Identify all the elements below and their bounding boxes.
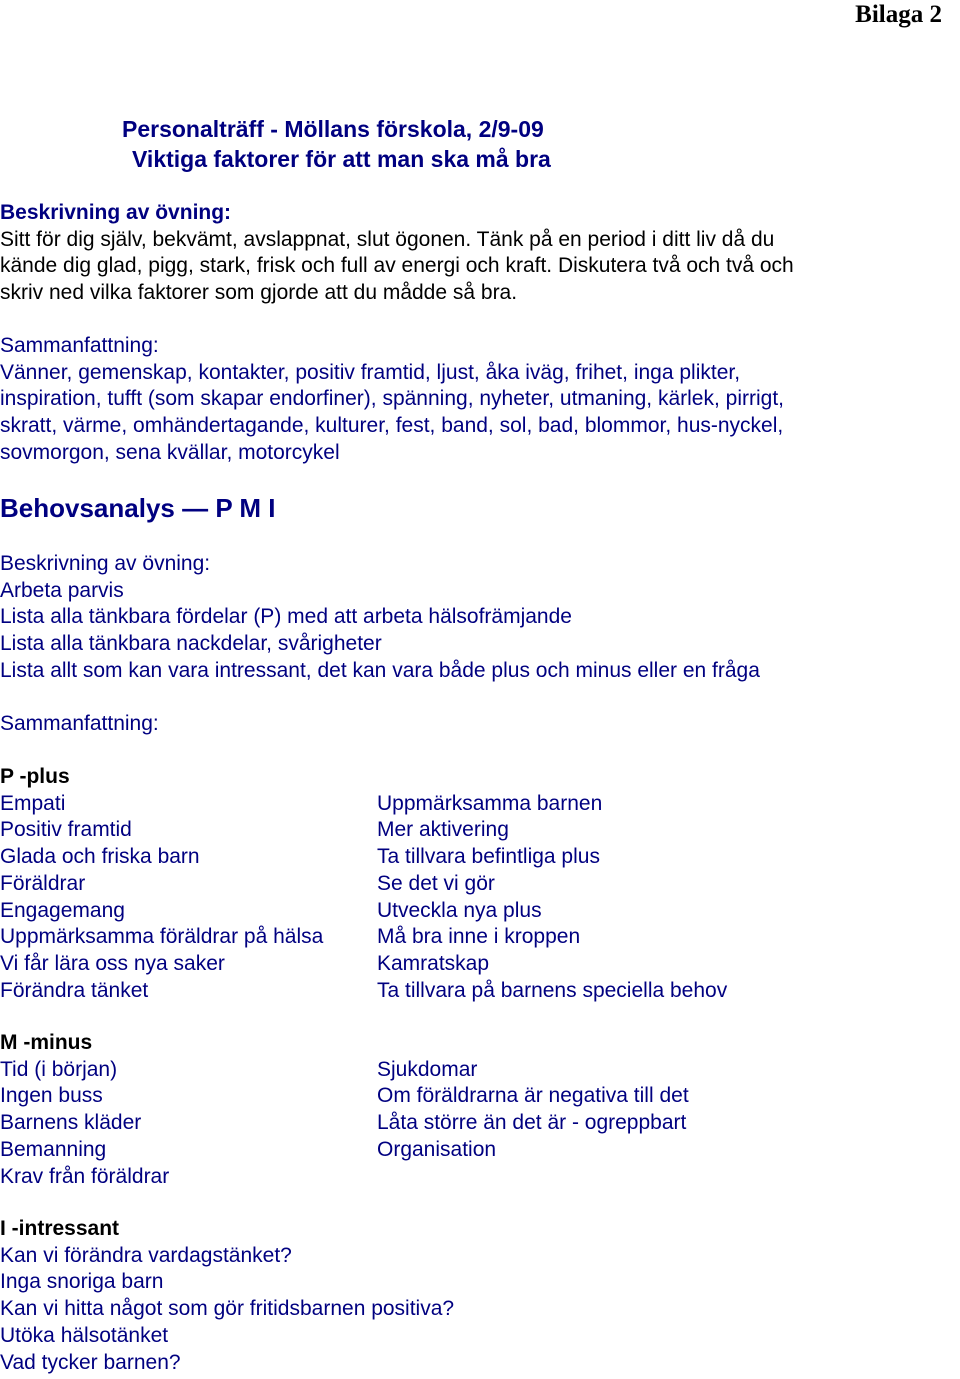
- section-heading: Sammanfattning:: [0, 334, 159, 357]
- list-item: Mer aktivering: [377, 818, 509, 842]
- plus-heading: P -plus: [0, 765, 70, 788]
- list-item: Inga snoriga barn: [0, 1270, 164, 1294]
- list-item: Kamratskap: [377, 951, 490, 975]
- interesting-column: [0, 1216, 454, 1376]
- list-item: Uppmärksamma föräldrar på hälsa: [0, 925, 324, 949]
- list-item: Låta större än det är - ogreppbart: [377, 1111, 687, 1135]
- exercise-description-2: [0, 551, 960, 685]
- minus-left-column: [0, 1030, 169, 1190]
- list-item: Empati: [0, 791, 66, 815]
- list-item: Ta tillvara på barnens speciella behov: [377, 978, 728, 1002]
- paragraph-line: skriv ned vilka faktorer som gjorde att du mådde så bra.: [0, 281, 518, 305]
- list-item: Må bra inne i kroppen: [377, 925, 581, 949]
- list-item: Tid (i början): [0, 1057, 118, 1081]
- minus-heading: M -minus: [0, 1031, 93, 1054]
- list-item: Utöka hälsotänket: [0, 1323, 169, 1347]
- list-item: Sjukdomar: [377, 1057, 478, 1081]
- list-item: Krav från föräldrar: [0, 1164, 170, 1188]
- list-item: Kan vi hitta något som gör fritidsbarnen positiva?: [0, 1297, 455, 1321]
- minus-right-column: [377, 1057, 689, 1164]
- paragraph-line: kände dig glad, pigg, stark, frisk och full av energi och kraft. Diskutera två och två och: [0, 254, 794, 278]
- paragraph-line: Lista alla tänkbara nackdelar, svårigheter: [0, 632, 382, 656]
- list-item: Vi får lära oss nya saker: [0, 951, 225, 975]
- list-item: Förändra tänket: [0, 978, 149, 1002]
- plus-right-column: [377, 791, 727, 1005]
- paragraph-line: Vänner, gemenskap, kontakter, positiv framtid, ljust, åka iväg, frihet, inga plikter,: [0, 360, 741, 384]
- paragraph-line: Arbeta parvis: [0, 578, 124, 602]
- section-heading: Beskrivning av övning:: [0, 552, 211, 575]
- section-heading: Beskrivning av övning:: [0, 201, 232, 224]
- list-item: Barnens kläder: [0, 1111, 142, 1135]
- list-item: Vad tycker barnen?: [0, 1350, 181, 1374]
- list-item: Bemanning: [0, 1137, 107, 1161]
- paragraph-line: skratt, värme, omhändertagande, kulturer, fest, band, sol, bad, blommor, hus-nyckel,: [0, 414, 784, 438]
- list-item: Engagemang: [0, 898, 125, 922]
- paragraph-line: Lista alla tänkbara fördelar (P) med att arbeta hälsofrämjande: [0, 605, 572, 629]
- section-2-title: Behovsanalys — P M I: [0, 493, 276, 523]
- list-item: Glada och friska barn: [0, 845, 200, 869]
- summary-1: [0, 333, 960, 467]
- section-heading: Sammanfattning:: [0, 712, 159, 735]
- list-item: Positiv framtid: [0, 818, 132, 842]
- list-item: Uppmärksamma barnen: [377, 791, 603, 815]
- summary-2: [0, 711, 960, 738]
- title-line-1: Personalträff - Möllans förskola, 2/9-09: [122, 116, 544, 142]
- plus-left-column: [0, 764, 323, 1004]
- list-item: Ta tillvara befintliga plus: [377, 845, 600, 869]
- paragraph-line: Lista allt som kan vara intressant, det kan vara både plus och minus eller en fråga: [0, 658, 760, 682]
- list-item: Ingen buss: [0, 1084, 103, 1108]
- interesting-heading: I -intressant: [0, 1217, 120, 1240]
- list-item: Föräldrar: [0, 871, 86, 895]
- paragraph-line: sovmorgon, sena kvällar, motorcykel: [0, 440, 340, 464]
- list-item: Kan vi förändra vardagstänket?: [0, 1243, 292, 1267]
- list-item: Utveckla nya plus: [377, 898, 542, 922]
- exercise-description-1: [0, 200, 960, 307]
- document-title: [122, 114, 551, 174]
- appendix-label: Bilaga 2: [855, 1, 942, 28]
- paragraph-line: Sitt för dig själv, bekvämt, avslappnat, slut ögonen. Tänk på en period i ditt liv då du: [0, 227, 775, 251]
- paragraph-line: inspiration, tufft (som skapar endorfiner), spänning, nyheter, utmaning, kärlek, pirrigt,: [0, 387, 785, 411]
- title-line-2: Viktiga faktorer för att man ska må bra: [132, 146, 551, 172]
- list-item: Organisation: [377, 1137, 497, 1161]
- list-item: Om föräldrarna är negativa till det: [377, 1084, 689, 1108]
- list-item: Se det vi gör: [377, 871, 495, 895]
